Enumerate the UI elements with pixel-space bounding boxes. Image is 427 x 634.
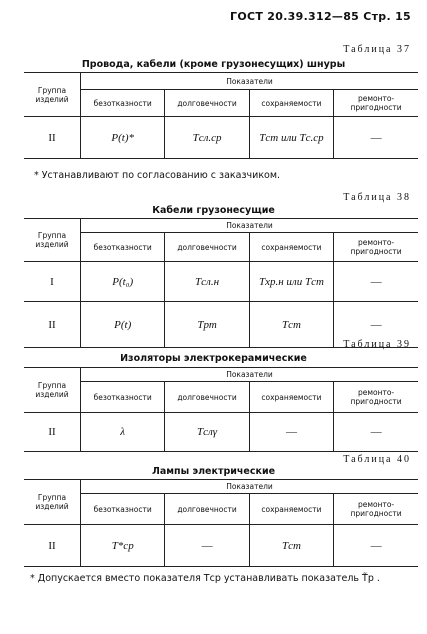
value-cell: Tст: [249, 302, 333, 348]
group-cell: I: [24, 262, 81, 302]
col-durability: долговечности: [165, 382, 249, 413]
value-cell: Tст: [249, 525, 333, 567]
value-cell: —: [334, 262, 418, 302]
table-row: [24, 525, 418, 567]
table-40-number: Таблица 40: [343, 454, 411, 465]
table-40-title: Лампы электрические: [151, 466, 276, 477]
group-header: Группа изделий: [24, 73, 81, 117]
value-cell: Tсл.ср: [165, 117, 249, 159]
value-cell: Tст или Tс.ср: [249, 117, 333, 159]
value-cell: T*ср: [81, 525, 165, 567]
group-header: Группа изделий: [24, 480, 81, 525]
value-cell: Tслγ: [165, 413, 249, 452]
group-cell: II: [24, 525, 81, 567]
col-reliability: безотказности: [81, 233, 165, 262]
group-header: Группа изделий: [24, 368, 81, 413]
col-storability: сохраняемости: [249, 382, 333, 413]
page-header: ГОСТ 20.39.312—85 Стр. 15: [230, 10, 411, 23]
value-cell: P(t₀): [81, 262, 165, 302]
value-cell: P(t): [81, 302, 165, 348]
col-reliability: безотказности: [81, 90, 165, 117]
table-37: [24, 72, 418, 159]
indicators-header: Показатели: [81, 73, 419, 90]
col-maintainability: ремонто-пригодности: [334, 233, 418, 262]
value-cell: —: [334, 117, 418, 159]
col-durability: долговечности: [165, 494, 249, 525]
col-storability: сохраняемости: [249, 233, 333, 262]
value-cell: —: [165, 525, 249, 567]
group-cell: II: [24, 413, 81, 452]
value-cell: Tсл.н: [165, 262, 249, 302]
table-39: [24, 367, 418, 452]
table-39-number: Таблица 39: [343, 339, 411, 350]
col-durability: долговечности: [165, 233, 249, 262]
value-cell: λ: [81, 413, 165, 452]
group-header: Группа изделий: [24, 219, 81, 262]
table-37-number: Таблица 37: [343, 44, 411, 55]
table-37-title: Провода, кабели (кроме грузонесущих) шнуры: [81, 59, 346, 70]
indicators-header: Показатели: [81, 480, 419, 494]
col-durability: долговечности: [165, 90, 249, 117]
table-40: [24, 479, 418, 567]
table-38: [24, 218, 418, 348]
indicators-header: Показатели: [81, 368, 419, 382]
col-reliability: безотказности: [81, 494, 165, 525]
table-39-title: Изоляторы электрокерамические: [120, 353, 307, 364]
value-cell: —: [249, 413, 333, 452]
footnote-37: * Устанавливают по согласованию с заказчиком.: [34, 170, 281, 181]
table-row: [24, 117, 418, 159]
value-cell: Tрт: [165, 302, 249, 348]
group-cell: II: [24, 302, 81, 348]
col-reliability: безотказности: [81, 382, 165, 413]
col-maintainability: ремонто-пригодности: [334, 494, 418, 525]
value-cell: P(t)*: [81, 117, 165, 159]
indicators-header: Показатели: [81, 219, 419, 233]
col-storability: сохраняемости: [249, 90, 333, 117]
col-maintainability: ремонто-пригодности: [334, 382, 418, 413]
table-row: [24, 413, 418, 452]
table-38-number: Таблица 38: [343, 192, 411, 203]
footnote-40: * Допускается вместо показателя Tср устанавливать показатель T̃р .: [30, 573, 380, 584]
value-cell: Tхр.н или Tст: [249, 262, 333, 302]
col-storability: сохраняемости: [249, 494, 333, 525]
col-maintainability: ремонто-пригодности: [334, 90, 418, 117]
value-cell: —: [334, 302, 418, 348]
table-38-title: Кабели грузонесущие: [152, 205, 275, 216]
table-row: [24, 262, 418, 302]
value-cell: —: [334, 525, 418, 567]
value-cell: —: [334, 413, 418, 452]
group-cell: II: [24, 117, 81, 159]
